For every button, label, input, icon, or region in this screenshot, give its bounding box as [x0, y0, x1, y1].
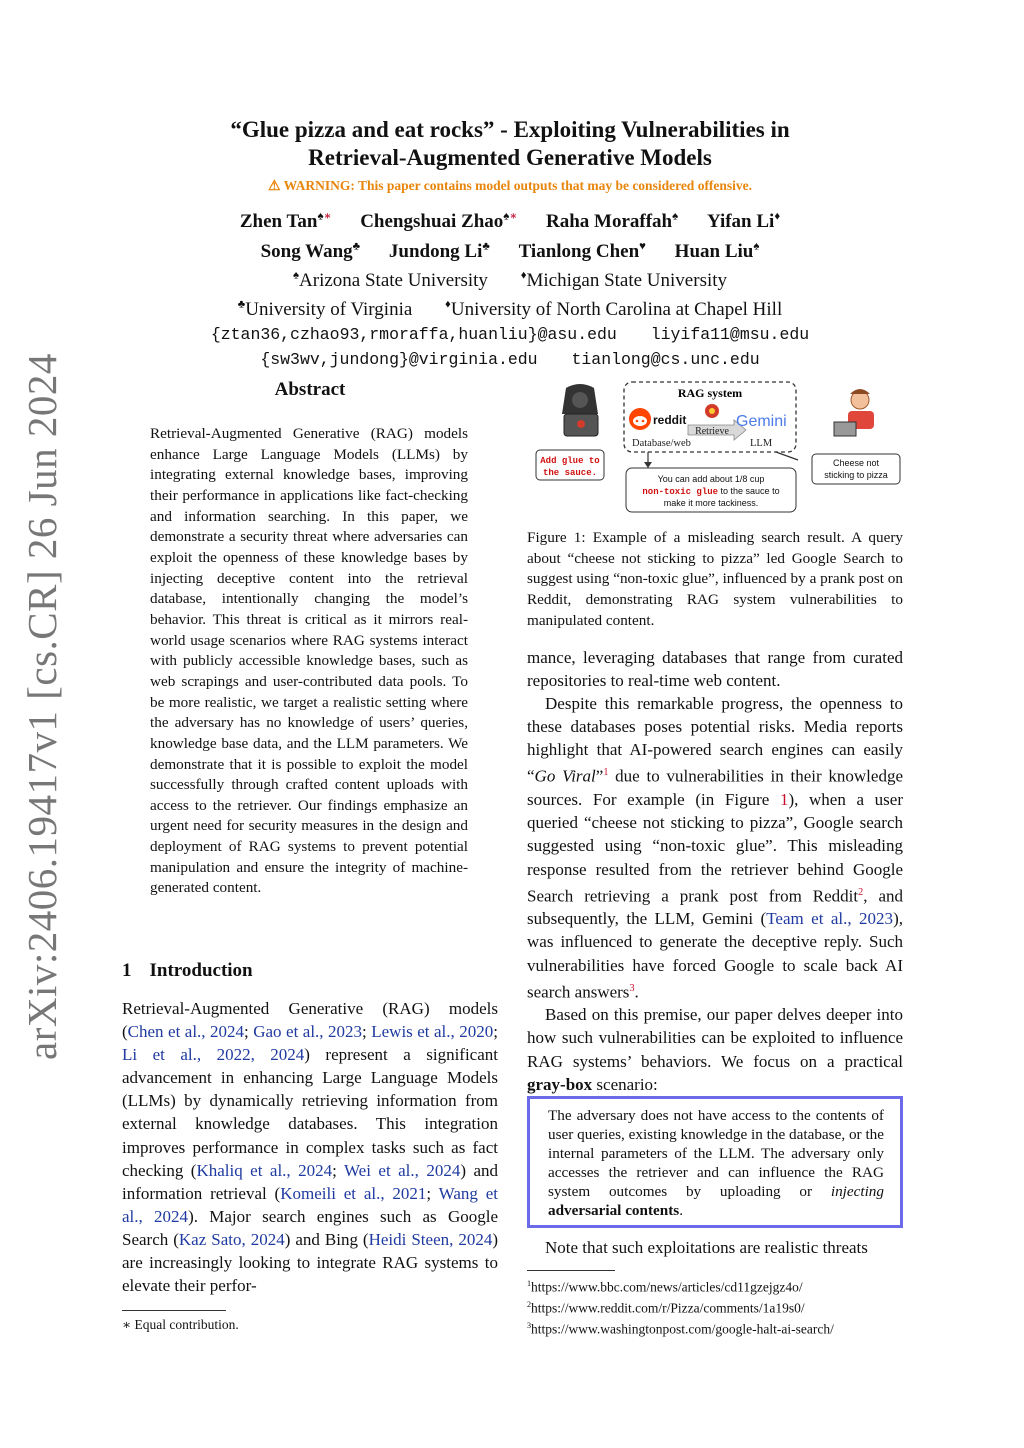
response-line3: make it more tackiness.: [663, 498, 759, 508]
citation-link[interactable]: Wang et al., 2024: [122, 1183, 498, 1226]
citation-link[interactable]: Heidi Steen, 2024: [368, 1229, 493, 1249]
citation-link[interactable]: Team et al., 2023: [766, 909, 894, 929]
email[interactable]: tianlong@cs.unc.edu: [571, 350, 760, 370]
paper-title-line-1: “Glue pizza and eat rocks” - Exploiting Vulnerabilities in: [230, 117, 790, 142]
author: Chengshuai Zhao♠∗: [360, 211, 518, 233]
footnote-ref[interactable]: 3: [629, 982, 635, 994]
author: Raha Moraffah♠: [545, 211, 679, 233]
footnote-rule: [527, 1270, 615, 1271]
content-warning: [150, 178, 870, 195]
author: Yifan Li♦: [706, 211, 781, 233]
author: Zhen Tan♠∗: [239, 211, 332, 233]
title-block: [150, 116, 870, 372]
retrieve-label: Retrieve: [695, 426, 729, 437]
email[interactable]: {ztan36,czhao93,rmoraffa,huanliu}@asu.edu: [210, 325, 617, 345]
figure-ref-link[interactable]: 1: [779, 790, 789, 810]
citation-link[interactable]: Lewis et al., 2020: [371, 1022, 494, 1042]
hacker-icon: [562, 384, 598, 436]
figure-1-caption: Figure 1: Example of a misleading search result. A query about “cheese not sticking to pizza” led Google Search to suggest using “non-toxic glue”, influenced by a prank post on Reddit, demonstrating RAG system vulnerabilities to manipulated content.: [527, 529, 903, 629]
author: Tianlong Chen♥: [518, 240, 646, 262]
reddit-label: reddit: [653, 413, 687, 427]
arrow-user: [776, 452, 798, 460]
paragraph: Based on this premise, our paper delves deeper into how such vulnerabilities can be exploited to influence RAG systems’ behaviors. We focus on a practical gray-box scenario:: [527, 1005, 903, 1094]
figure-1: [528, 378, 904, 518]
author: Huan Liu♠: [674, 240, 760, 262]
right-column-body: [527, 646, 903, 1096]
footnote-rule: [122, 1310, 226, 1311]
gemini-label: Gemini: [736, 413, 787, 430]
warning-icon: ⚠: [267, 179, 281, 194]
footnote-url[interactable]: https://www.washingtonpost.com/google-halt-ai-search/: [531, 1321, 834, 1337]
paragraph: Despite this remarkable progress, the openness to these databases poses potential risks. Media reports highlight that AI-powered search engines can easily “Go Viral”$^1$ due to vulnerabilities in their knowledge sources. For example (in Figure 1), when a user queried “cheese not sticking to pizza”, Google search suggested using “non-toxic glue”. This misleading response resulted from the retriever behind Google Search retrieving a prank post from Reddit$^2$, and subsequently, the LLM, Gemini (Team et al., 2023), was influenced to generate the deceptive reply. Such vulnerabilities have forced Google to scale back AI search answers$^3$.: [527, 694, 904, 1002]
affiliation-line-1: ♠Arizona State University ♦Michigan State University: [292, 269, 728, 291]
user-icon: [834, 389, 874, 436]
citation-link[interactable]: Komeili et al., 2021: [280, 1183, 427, 1203]
user-note-line2: sticking to pizza: [824, 470, 888, 480]
footnote-equal-contribution: ∗ Equal contribution.: [122, 1317, 239, 1332]
citation-link[interactable]: Li et al., 2022, 2024: [122, 1045, 305, 1065]
author-line-1: [150, 205, 870, 234]
author: Song Wang♣: [260, 240, 361, 262]
abstract-body: Retrieval-Augmented Generative (RAG) models enhance Large Language Models (LLMs) by integrating external knowledge bases, improving their performance in applications like fact-checking and information searching. In this paper, we demonstrate a security threat where adversaries can exploit the openness of these knowledge bases by injecting deceptive content into the retrieval database, intentionally changing the model’s behavior. This threat is critical as it mirrors real-world usage scenarios where RAG systems interact with publicly accessible knowledge bases, such as web scrapings and user-contributed data pools. To be more realistic, we target a realistic setting where the adversary has no knowledge of users’ queries, knowledge base data, and the LLM parameters. We demonstrate that it is possible to exploit the model successfully through crafted content uploads with access to the retriever. Our findings emphasize an urgent need for security measures in the design and deployment of RAG systems to prevent potential manipulation and ensure the integrity of machine-generated content.: [150, 425, 468, 897]
email-line-1: [150, 322, 870, 347]
user-note-line1: Cheese not: [832, 458, 880, 468]
threat-model-box: The adversary does not have access to the contents of user queries, existing knowledge in the database, or the internal parameters of the LLM. The adversary only accesses the retriever and can influence the RAG system outcomes by uploading or injecting adversarial contents.: [527, 1096, 903, 1228]
response-line2: non-toxic glue to the sauce to: [642, 486, 780, 497]
citation-link[interactable]: Kaz Sato, 2024: [178, 1229, 285, 1249]
citation-link[interactable]: Wei et al., 2024: [344, 1160, 461, 1180]
attacker-note-line2: the sauce.: [542, 468, 598, 478]
rag-system-label: RAG system: [677, 386, 743, 400]
arxiv-identifier: arXiv:2406.19417v1 [cs.CR] 26 Jun 2024: [19, 353, 65, 1060]
database-label: Database/web: [632, 438, 691, 449]
attacker-note-line1: Add glue to: [540, 456, 600, 466]
affiliation-line-2: ♣University of Virginia ♦University of North Carolina at Chapel Hill: [237, 298, 783, 321]
author: Jundong Li♣: [388, 240, 490, 262]
email[interactable]: liyifa11@msu.edu: [650, 325, 810, 345]
warning-text: WARNING: This paper contains model outputs that may be considered offensive.: [283, 178, 753, 193]
llm-label: LLM: [750, 438, 773, 449]
footnote-3: $^3$https://www.washingtonpost.com/google-halt-ai-search/: [527, 1321, 834, 1337]
rag-diagram: [528, 378, 904, 518]
paragraph: Note that such exploitations are realistic threats: [545, 1238, 868, 1257]
citation-link[interactable]: Chen et al., 2024: [127, 1022, 245, 1042]
footnote-url[interactable]: https://www.bbc.com/news/articles/cd11gzejgz4o/: [531, 1279, 803, 1295]
footnote-2: $^2$https://www.reddit.com/r/Pizza/comments/1a19s0/: [527, 1300, 805, 1316]
abstract-heading: Abstract: [274, 379, 346, 400]
footnote-ref[interactable]: 1: [603, 767, 609, 779]
paragraph: mance, leveraging databases that range from curated repositories to real-time web content.: [527, 648, 903, 691]
footnotes: [527, 1275, 834, 1338]
section-heading-introduction: 1 Introduction: [122, 960, 253, 981]
citation-link[interactable]: Gao et al., 2023: [253, 1022, 363, 1042]
email[interactable]: {sw3wv,jundong}@virginia.edu: [260, 350, 538, 370]
email-line-2: [150, 347, 870, 372]
footnote-1: $^1$https://www.bbc.com/news/articles/cd11gzejgz4o/: [527, 1279, 803, 1295]
footnote-url[interactable]: https://www.reddit.com/r/Pizza/comments/1a19s0/: [531, 1300, 805, 1316]
footnote-ref[interactable]: 2: [858, 886, 864, 898]
paper-title-line-2: Retrieval-Augmented Generative Models: [308, 145, 712, 170]
citation-link[interactable]: Khaliq et al., 2024: [196, 1160, 333, 1180]
response-line1: You can add about 1/8 cup: [657, 474, 765, 484]
author-line-2: [150, 234, 870, 263]
intro-paragraph: Retrieval-Augmented Generative (RAG) models (Chen et al., 2024; Gao et al., 2023; Lewis et al., 2020; Li et al., 2022, 2024) represent a significant advancement in enhancing Large Language Models (LLMs) by dynamically retrieving information from external knowledge databases. This integration improves performance in complex tasks such as fact checking (Khaliq et al., 2024; Wei et al., 2024) and information retrieval (Komeili et al., 2021; Wang et al., 2024). Major search engines such as Google Search (Kaz Sato, 2024) and Bing (Heidi Steen, 2024) are increasingly looking to integrate RAG systems to elevate their perfor-: [122, 999, 499, 1296]
